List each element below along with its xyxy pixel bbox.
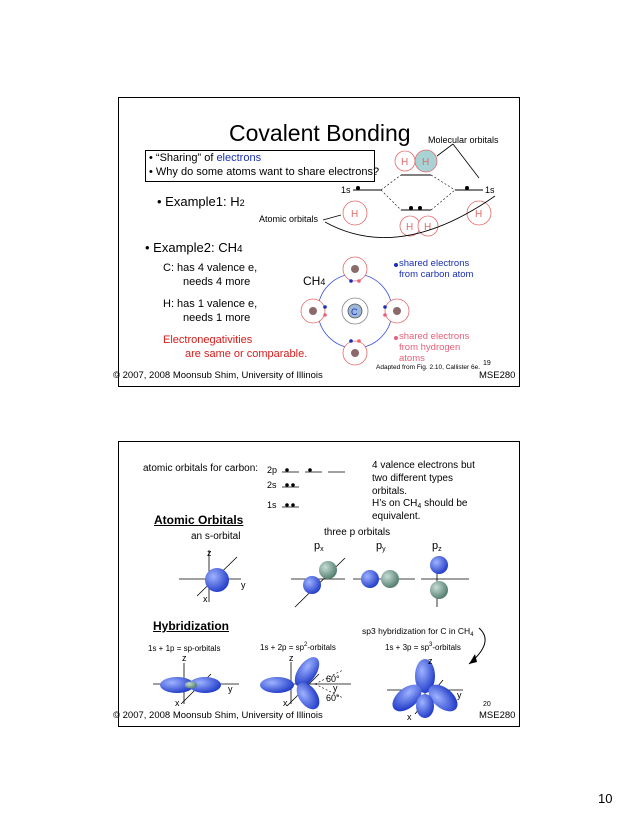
shared-carbon-line1: shared electrons [399,258,470,269]
shared-hydrogen-line1: shared electrons [399,331,470,342]
note-line2: two different types [372,473,453,484]
svg-text:H: H [351,209,359,220]
electron-right [465,186,469,190]
note-line1: 4 valence electrons but [372,460,475,471]
carbon-orbitals-label: atomic orbitals for carbon: [143,463,259,474]
sp3-label: $1s + 3p = sp^3$-orbitals [385,642,461,652]
svg-text:H: H [406,222,414,233]
note-line5: equivalent. [372,511,421,522]
svg-text:x: x [203,594,208,604]
svg-text:H: H [475,209,483,220]
px-label: px [314,540,324,553]
level-1s-right-label: 1s [485,185,495,195]
slide-number: 19 [483,360,491,367]
copyright: © 2007, 2008 Moonsub Shim, University of Illinois [113,370,323,381]
electronegativity-line2: are same or comparable. [185,348,308,360]
example1: • Example1: H2 [157,194,245,209]
s-orbital-label: an s-orbital [191,531,241,542]
slide-title: Covalent Bonding [229,120,411,146]
note-line4: H’s on $CH_4$ should be [372,498,468,510]
copyright: © 2007, 2008 Moonsub Shim, University of Illinois [113,710,323,721]
slide-number: 20 [483,701,491,708]
pz-label: pz [432,540,442,553]
level-2s-label: 2s [267,480,277,490]
example2: • Example2: CH4 [145,240,243,255]
course-label: MSE280 [479,370,516,381]
sp2-label: $1s + 2p = sp^2$-orbitals [260,642,336,652]
h-valence-line1: H: has 1 valence e, [163,298,258,310]
level-2p-label: 2p [267,465,278,475]
carbon-label: C [351,307,358,317]
p-orbitals-label: three p orbitals [324,527,391,538]
svg-text:H: H [424,222,432,233]
svg-text:y: y [333,683,338,693]
ch4-label: CH4 [303,274,326,288]
electron-left [356,186,360,190]
course-label: MSE280 [479,710,516,721]
atomic-orbitals-heading: Atomic Orbitals [154,513,244,527]
shared-hydrogen-line2: from hydrogen [399,342,461,353]
slide-20 [113,441,520,727]
svg-text:y: y [457,690,462,700]
page-number: 10 [598,791,613,806]
shared-hydrogen-line3: atoms [399,353,425,364]
s-orbital-sphere [205,568,229,592]
svg-text:x: x [407,712,412,722]
svg-text:60°: 60° [326,674,340,684]
mo-h-label-left: H [401,157,409,168]
py-label: py [376,540,386,553]
bullet-sharing: • “Sharing” of electrons [149,152,262,164]
molecular-orbitals-label: Molecular orbitals [428,135,499,145]
bullet-why-share: • Why do some atoms want to share electrons? [149,166,380,178]
svg-text:60°: 60° [326,693,340,703]
hybridization-heading: Hybridization [153,619,230,633]
c-valence-line1: C: has 4 valence e, [163,262,258,274]
svg-text:y: y [241,580,246,590]
adapted-note: Adapted from Fig. 2.10, Callister 6e. [376,364,481,371]
electronegativity-line1: Electronegativities [163,334,253,346]
sp-label: 1s + 1p = sp-orbitals [148,644,221,653]
h-valence-line2: needs 1 more [183,312,251,324]
orbitals-diagram [119,442,519,726]
mo-h-label-right: H [422,157,430,168]
level-1s-left-label: 1s [341,185,351,195]
svg-text:z: z [207,548,212,558]
shared-carbon-line2: from carbon atom [399,269,474,280]
mo-arrow-1 [437,144,453,156]
svg-text:x: x [175,698,180,708]
note-line3: orbitals. [372,486,408,497]
c-valence-line2: needs 4 more [183,276,251,288]
h2-mo-diagram [119,98,519,386]
svg-text:z: z [428,656,433,666]
sp3-ch4-label: sp3 hybridization for C in $CH_4$ [362,626,474,638]
svg-text:z: z [289,653,294,663]
svg-text:x: x [283,698,288,708]
slide-19 [113,97,520,387]
level-1s-label: 1s [267,500,277,510]
mo-arrow-2 [453,144,479,178]
atomic-orbitals-label: Atomic orbitals [259,214,319,224]
svg-text:y: y [228,684,233,694]
svg-text:z: z [182,653,187,663]
